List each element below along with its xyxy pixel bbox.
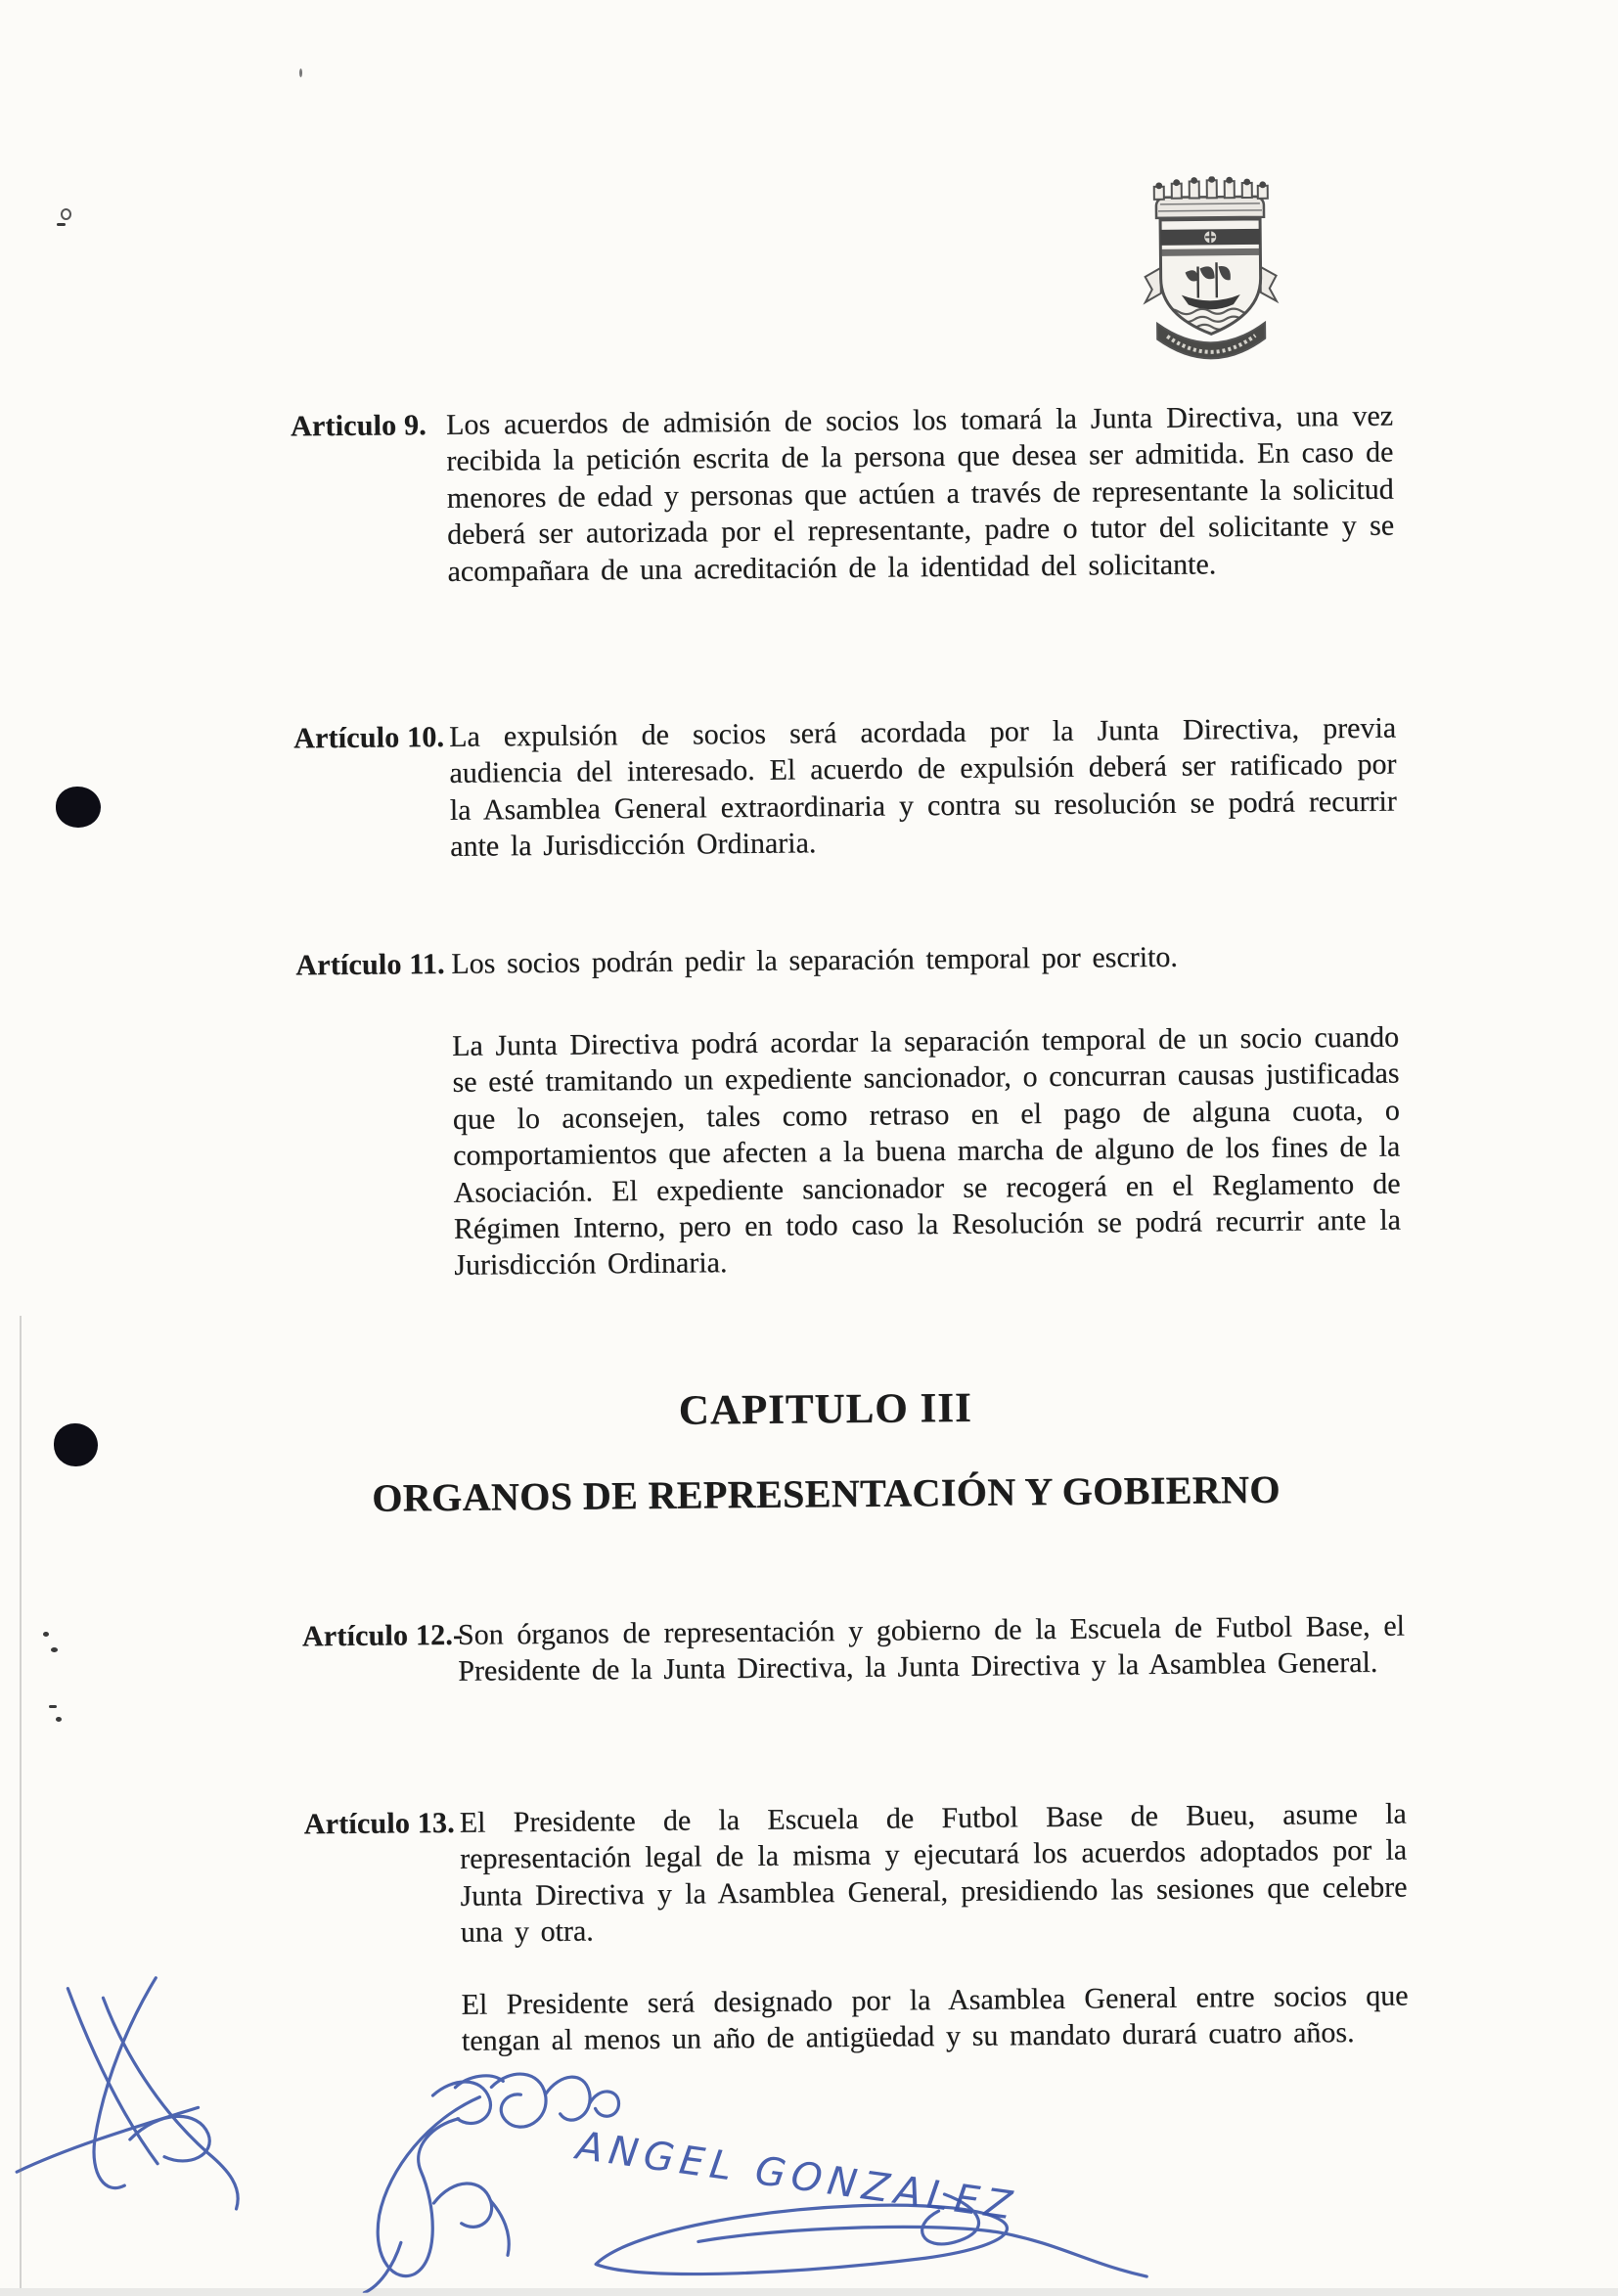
article-12-label: Artículo 12.- (302, 1617, 451, 1654)
article-13-text-2: El Presidente será designado por la Asamblea General entre socios que tengan al menos un año de antigüedad y su mandato durará cuatro años. (461, 1977, 1409, 2059)
article-11-text-2: La Junta Directiva podrá acordar la separación temporal de un socio cuando se esté tramitando un expediente sancionador, o concurran causas justificadas que lo aconsejen, tales como retraso en el pago de alguna cuota, o comportamientos que afecten a la buena marcha de alguno de los fines de la Asociación. El expediente sancionador se recogerá en el Reglamento de Régimen Interno, pero en todo caso la Resolución se podrá recurrir ante la Jurisdicción Ordinaria. (452, 1019, 1401, 1284)
speck-mark (299, 68, 302, 77)
article-13-text-1: El Presidente de la Escuela de Futbol Base de Bueu, asume la representación legal de la misma y ejecutará los acuerdos adoptados por la Junta Directiva y la Asamblea General, presidiendo las sesiones que celebre una y otra. (460, 1795, 1408, 1951)
scan-artifact-line (20, 1316, 22, 2288)
chapter-subtitle: ORGANOS DE REPRESENTACIÓN Y GOBIERNO (258, 1465, 1393, 1522)
waves (1163, 308, 1257, 330)
ink-dot-1 (56, 787, 101, 828)
article-11-label: Artículo 11. (295, 946, 444, 983)
article-9-label: Articulo 9. (291, 407, 439, 444)
article-11-text-1: Los socios podrán pedir la separación temporal por escrito. (451, 937, 1398, 983)
speck-mark (51, 1647, 58, 1652)
article-10-text: La expulsión de socios será acordada por la Junta Directiva, previa audiencia del interesado. El acuerdo de expulsión deberá ser ratificado por la Asamblea General extraordinaria y contra su resolución se podrá recurrir ante la Jurisdicción Ordinaria. (449, 710, 1397, 866)
speck-mark (61, 208, 71, 220)
article-13-label: Artículo 13. (304, 1805, 453, 1842)
article-12-text: Son órganos de representación y gobierno de la Escuela de Futbol Base, el Presidente de la Junta Directiva, la Junta Directiva y la Asamblea General. (458, 1608, 1406, 1690)
coat-of-arms-emblem (1137, 176, 1285, 369)
signature-middle (362, 2073, 620, 2293)
article-10-label: Artículo 10. (293, 719, 442, 756)
article-9-text: Los acuerdos de admisión de socios los tomará la Junta Directiva, una vez recibida la petición escrita de la persona que desea ser admitida. En caso de menores de edad y personas que actúen a través de representante la solicitud deberá ser autorizada por el representante, padre o tutor del solicitante y se acompañara de una acreditación de la identidad del solicitante. (446, 398, 1395, 590)
speck-mark (56, 1717, 62, 1722)
speck-mark (57, 223, 66, 226)
chapter-title: CAPITULO III (258, 1380, 1393, 1439)
signature-name: ANGEL GONZALEZ (573, 2124, 1020, 2229)
ink-dot-2 (54, 1423, 98, 1466)
speck-mark (49, 1705, 57, 1708)
mural-crown-icon (1154, 176, 1268, 218)
signature-left (15, 1977, 238, 2211)
signature-scribbles (9, 1944, 1186, 2296)
speck-mark (43, 1632, 49, 1637)
